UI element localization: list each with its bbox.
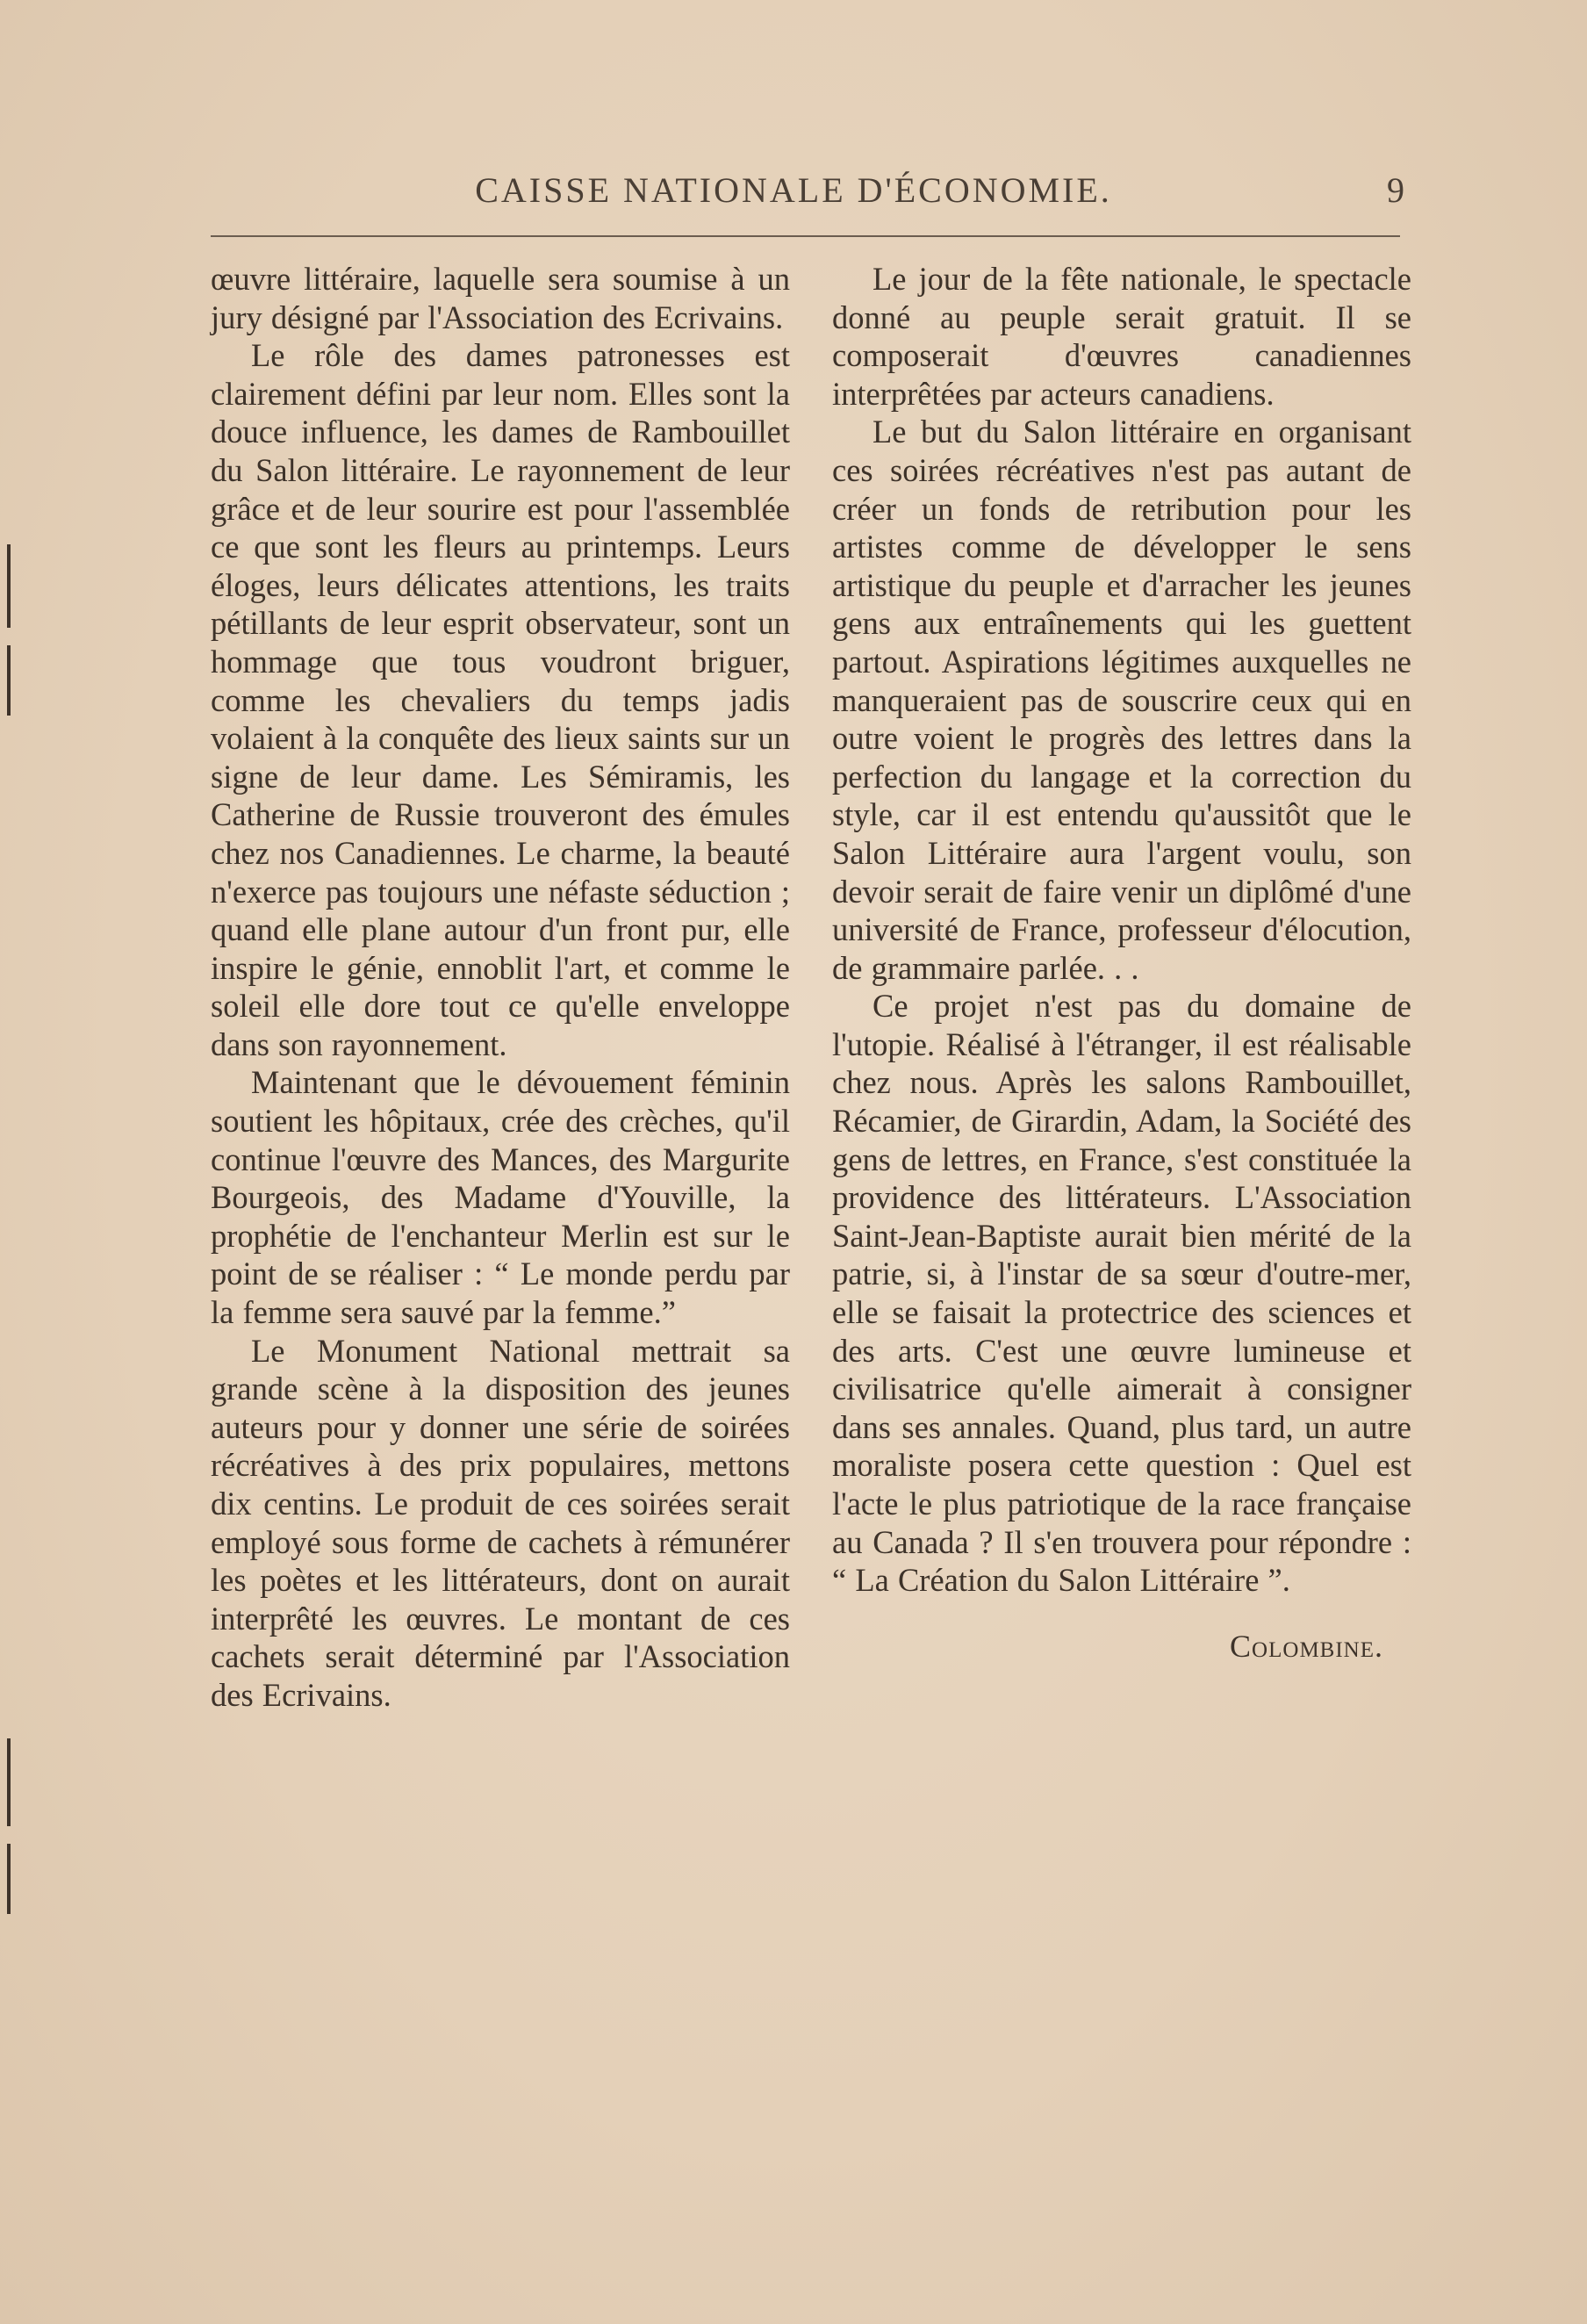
margin-mark	[7, 1738, 11, 1826]
paragraph: Le rôle des dames patronesses est clairement défini par leur nom. Elles sont la douce influence, les dames de Rambouillet du Salon littéraire. Le rayonnement de leur grâce et de leur sourire est pour l'assemblée ce que sont les fleurs au printemps. Leurs éloges, leurs délicates attentions, les traits pétillants de leur esprit observateur, sont un hommage que tous voudront briguer, comme les chevaliers du temps jadis volaient à la conquête des lieux saints sur un signe de leur dame. Les Sémiramis, les Catherine de Russie trouveront des émules chez nos Canadiennes. Le charme, la beauté n'exerce pas toujours une néfaste séduction ; quand elle plane autour d'un front pur, elle inspire le génie, ennoblit l'art, et comme le soleil elle dore tout ce qu'elle enveloppe dans son rayonnement.	[211, 337, 790, 1062]
margin-mark	[7, 1844, 11, 1914]
left-column	[211, 260, 790, 1715]
paragraph: Ce projet n'est pas du domaine de l'utopie. Réalisé à l'étranger, il est réalisable chez nous. Après les salons Rambouillet, Récamier, de Girardin, Adam, la Société des gens de lettres, en France, s'est constituée la providence des littérateurs. L'Association Saint-Jean-Baptiste aurait bien mérité de la patrie, si, à l'instar de sa sœur d'outre-mer, elle se faisait la protectrice des sciences et des arts. C'est une œuvre lumineuse et civilisatrice qu'elle aimerait à consigner dans ses annales. Quand, plus tard, un autre moraliste posera cette question : Quel est l'acte le plus patriotique de la race française au Canada ? Il s'en trouvera pour répondre : “ La Création du Salon Littéraire ”.	[832, 988, 1411, 1599]
author-signature: Colombine.	[1230, 1628, 1383, 1664]
margin-mark	[7, 645, 11, 716]
paragraph: œuvre littéraire, laquelle sera soumise à un jury désigné par l'Association des Ecrivains.	[211, 261, 790, 335]
header-rule	[211, 235, 1400, 237]
paragraph: Le but du Salon littéraire en organisant ces soirées récréatives n'est pas autant de créer un fonds de retribution pour les artistes comme de développer le sens artistique du peuple et d'arracher les jeunes gens aux entraînements qui les guettent partout. Aspirations légitimes auxquelles ne manqueraient pas de souscrire ceux qui en outre voient le progrès des lettres dans la perfection du langage et la correction du style, car il est entendu qu'aussitôt que le Salon Littéraire aura l'argent voulu, son devoir serait de faire venir un diplômé d'une université de France, professeur d'élocution, de grammaire parlée. . .	[832, 414, 1411, 986]
paragraph: Le Monument National mettrait sa grande scène à la disposition des jeunes auteurs pour y donner une série de soirées récréatives à des prix populaires, mettons dix centins. Le produit de ces soirées serait employé sous forme de cachets à rémunérer les poètes et les littérateurs, dont on aurait interprêté les œuvres. Le montant de ces cachets serait déterminé par l'Association des Ecrivains.	[211, 1332, 790, 1713]
right-column	[832, 260, 1411, 1666]
running-header: CAISSE NATIONALE D'ÉCONOMIE.	[475, 170, 1112, 210]
paragraph: Maintenant que le dévouement féminin soutient les hôpitaux, crée des crèches, qu'il continue l'œuvre des Mances, des Margurite Bourgeois, des Madame d'Youville, la prophétie de l'enchanteur Merlin est sur le point de se réaliser : “ Le monde perdu par la femme sera sauvé par la femme.”	[211, 1064, 790, 1331]
margin-mark	[7, 544, 11, 628]
paragraph: Le jour de la fête nationale, le spectacle donné au peuple serait gratuit. Il se composerait d'œuvres canadiennes interprêtées par acteurs canadiens.	[832, 261, 1411, 412]
page-number: 9	[1387, 170, 1404, 210]
